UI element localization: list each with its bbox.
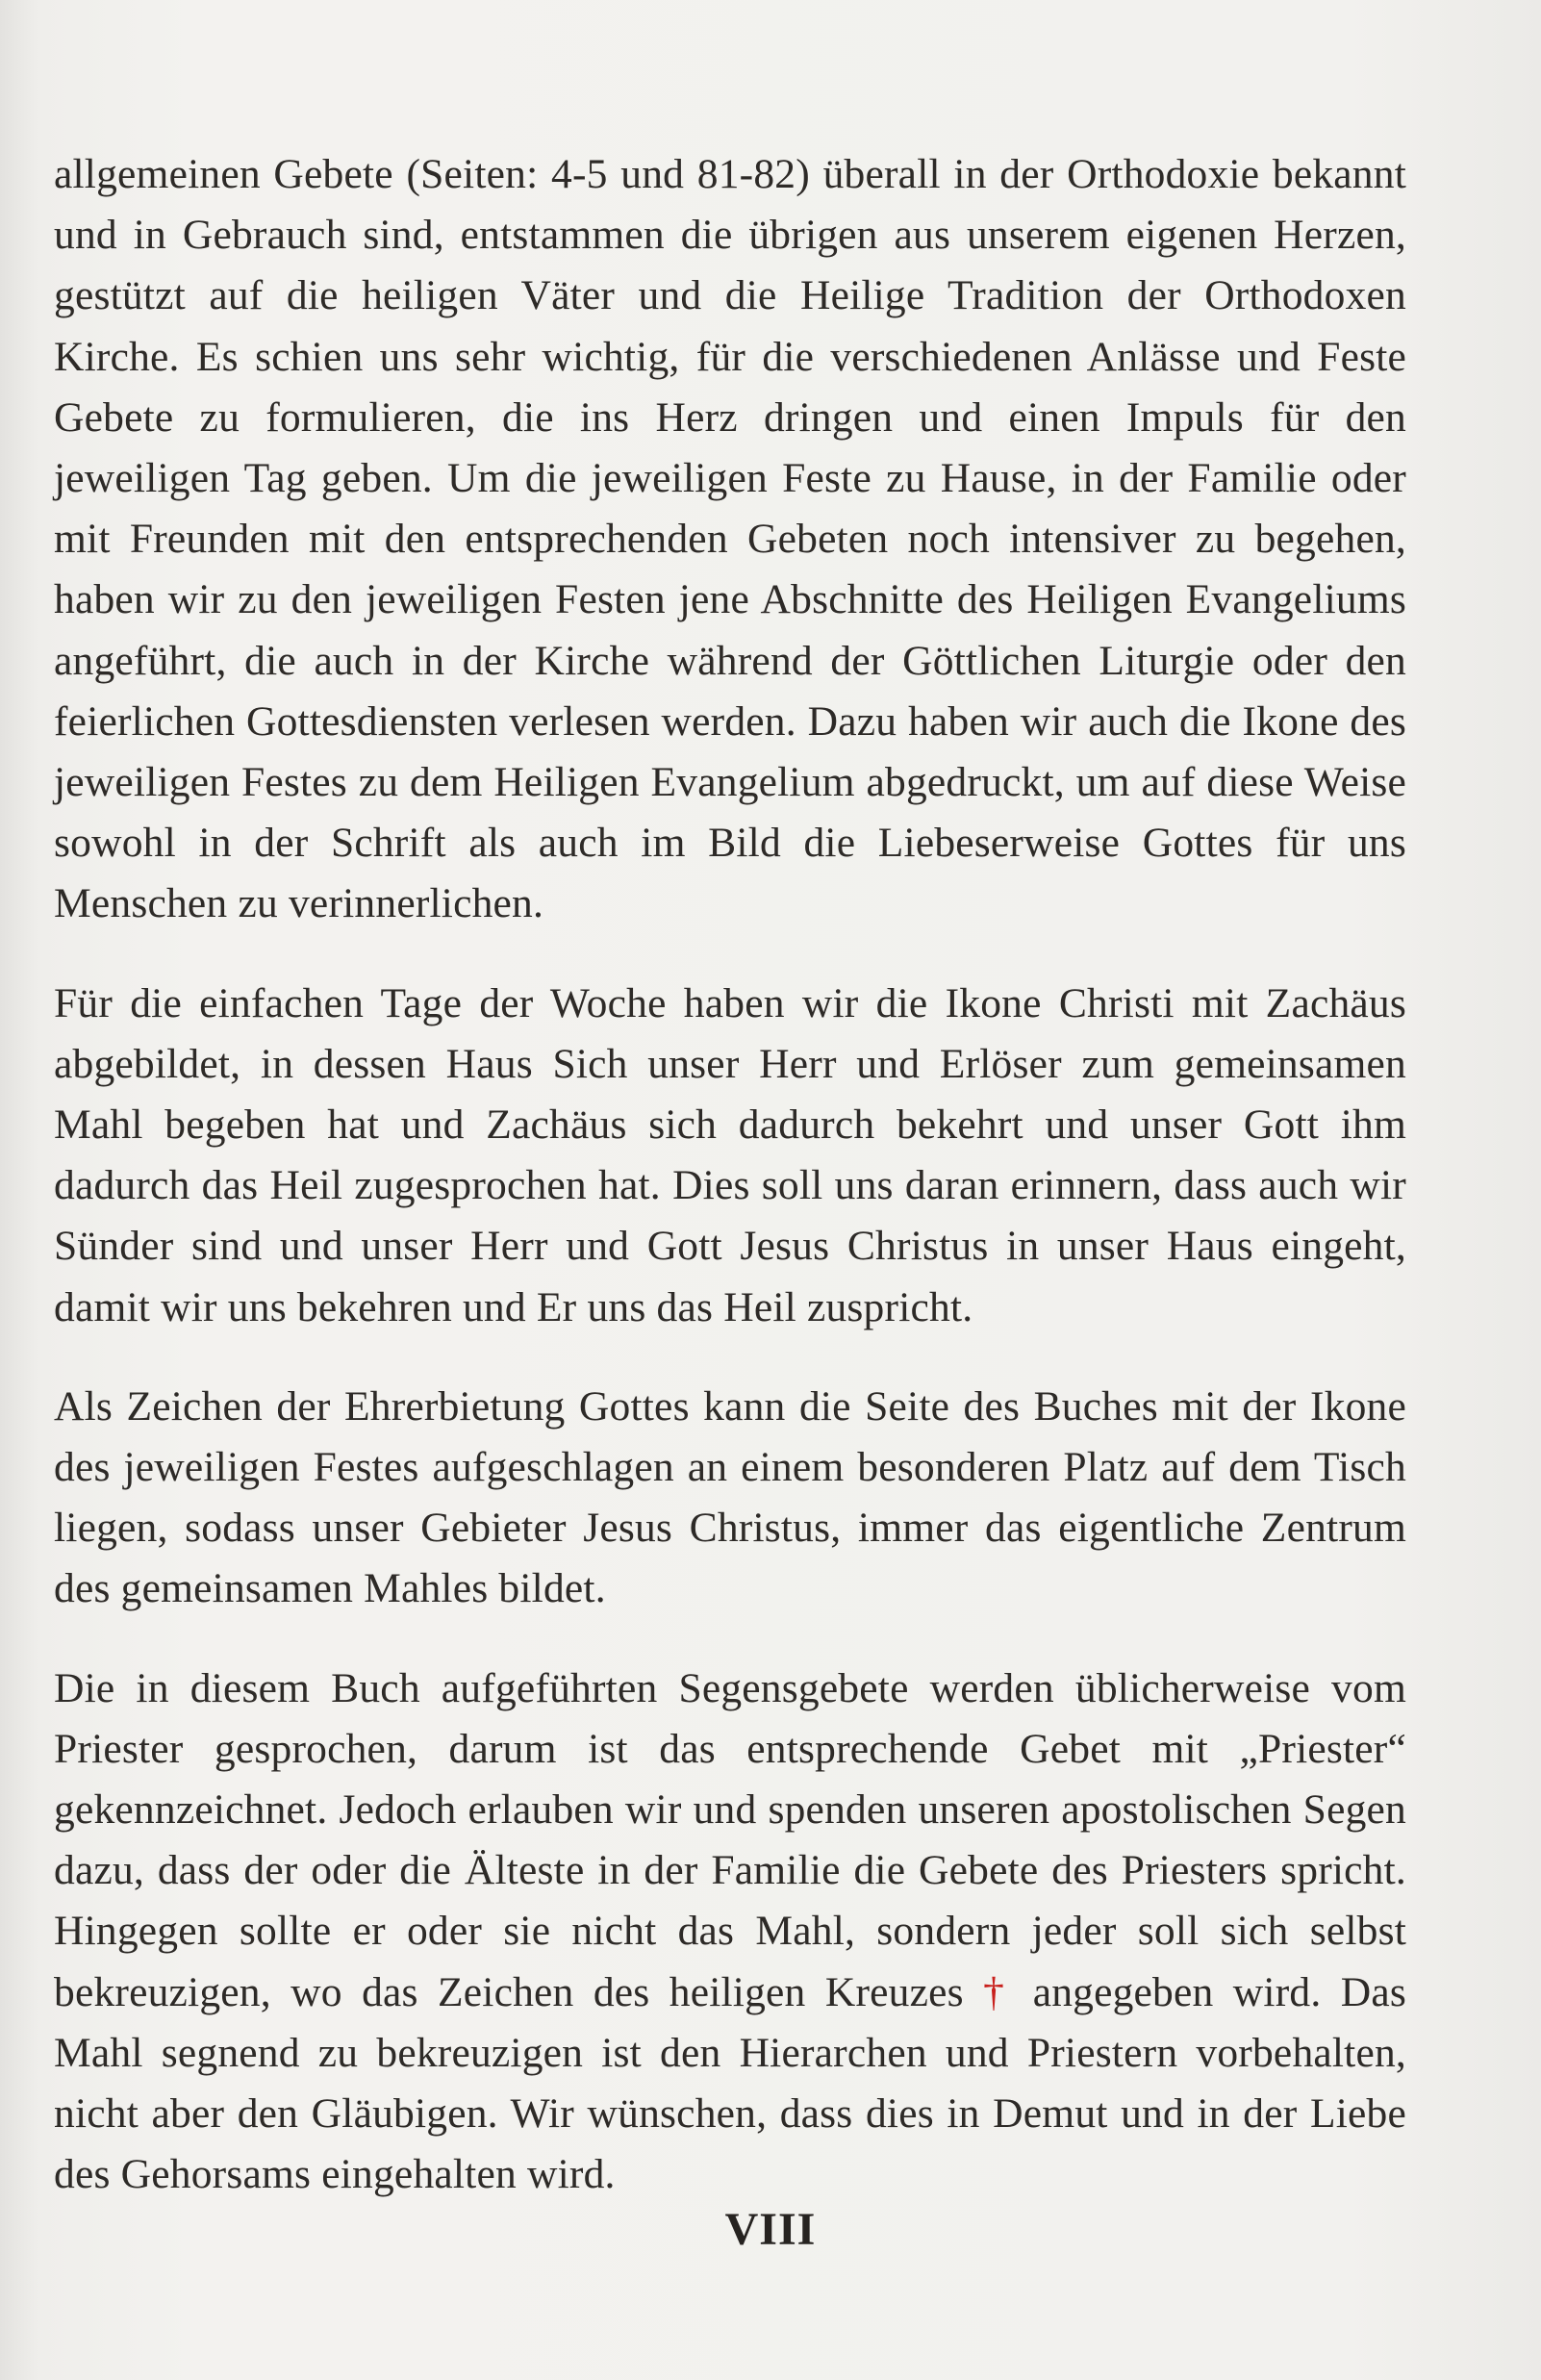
paragraph-4-text-before-cross: Die in diesem Buch aufgeführten Segensgebete werden üblicherweise vom Priester gesprochen, darum ist das entsprechende Gebet mit „Priester“ gekennzeichnet. Jedoch erlauben wir und spenden unseren apostolischen Segen dazu, dass der oder die Älteste in der Familie die Gebete des Priesters spricht. Hingegen sollte er oder sie nicht das Mahl, sondern jeder soll sich selbst bekreuzigen, wo das Zeichen des heiligen Kreuzes (54, 1664, 1406, 2015)
page-number: VIII (724, 2204, 817, 2255)
paragraph-1: allgemeinen Gebete (Seiten: 4-5 und 81-82) überall in der Orthodoxie bekannt und in Gebrauch sind, entstammen die übrigen aus unserem eigenen Herzen, gestützt auf die heiligen Väter und die Heilige Tradition der Orthodoxen Kirche. Es schien uns sehr wichtig, für die verschiedenen Anlässe und Feste Gebete zu formulieren, die ins Herz dringen und einen Impuls für den jeweiligen Tag geben. Um die jeweiligen Feste zu Hause, in der Familie oder mit Freunden mit den entsprechenden Gebeten noch intensiver zu begehen, haben wir zu den jeweiligen Festen jene Abschnitte des Heiligen Evangeliums angeführt, die auch in der Kirche während der Göttlichen Liturgie oder den feierlichen Gottesdiensten verlesen werden. Dazu haben wir auch die Ikone des jeweiligen Festes zu dem Heiligen Evangelium abgedruckt, um auf diese Weise sowohl in der Schrift als auch im Bild die Liebeserweise Gottes für uns Menschen zu verinnerlichen. (54, 151, 1406, 927)
cross-icon: † (983, 1968, 1014, 2015)
paragraph-4 (54, 1658, 1406, 2206)
paragraph-4-text-after-cross: angegeben wird. Das Mahl segnend zu bekreuzigen ist den Hierarchen und Priestern vorbehalten, nicht aber den Gläubigen. Wir wünschen, dass dies in Demut und in der Liebe des Gehorsams eingehalten wird. (54, 1968, 1407, 2198)
body-text (54, 144, 1406, 2244)
paragraph-2: Für die einfachen Tage der Woche haben wir die Ikone Christi mit Zachäus abgebildet, in dessen Haus Sich unser Herr und Erlöser zum gemeinsamen Mahl begeben hat und Zachäus sich dadurch bekehrt und unser Gott ihm dadurch das Heil zugesprochen hat. Dies soll uns daran erinnern, dass auch wir Sünder sind und unser Herr und Gott Jesus Christus in unser Haus eingeht, damit wir uns bekehren und Er uns das Heil zuspricht. (54, 979, 1406, 1330)
paragraph-3: Als Zeichen der Ehrerbietung Gottes kann die Seite des Buches mit der Ikone des jeweiligen Festes aufgeschlagen an einem besonderen Platz auf dem Tisch liegen, sodass unser Gebieter Jesus Christus, immer das eigentliche Zentrum des gemeinsamen Mahles bildet. (54, 1382, 1406, 1612)
